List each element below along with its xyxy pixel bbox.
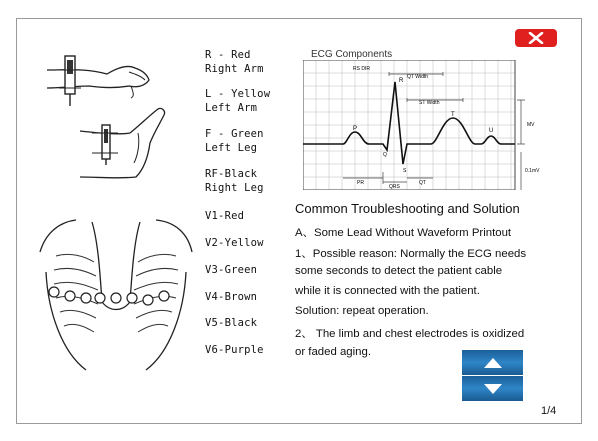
chest-illustration (36, 212, 196, 377)
ecg-label-u: U (489, 128, 494, 134)
arrow-up-icon (483, 357, 503, 369)
ecg-label-t: T (451, 112, 455, 118)
ecg-label-rs-dir: RS DIR (353, 66, 370, 72)
page-indicator: 1/4 (541, 405, 557, 417)
lead-r: R - Red Right Arm (205, 49, 264, 75)
troubleshooting-subheading: A、Some Lead Without Waveform Printout (295, 227, 512, 239)
lead-v4: V4-Brown (205, 291, 258, 303)
leg-illustration (78, 103, 178, 183)
troubleshooting-heading: Common Troubleshooting and Solution (295, 201, 520, 216)
page-down-button[interactable] (462, 376, 523, 401)
ecg-label-01mv: 0.1mV (525, 168, 540, 174)
lead-l: L - Yellow Left Arm (205, 88, 271, 114)
lead-v6: V6-Purple (205, 344, 264, 356)
ecg-label-p: P (353, 126, 358, 132)
ecg-diagram (303, 60, 545, 190)
page-up-button[interactable] (462, 350, 523, 375)
ecg-title: ECG Components (311, 49, 393, 60)
ecg-label-qt: QT Width (407, 74, 429, 80)
troubleshooting-line: Solution: repeat operation. (295, 305, 429, 317)
ecg-label-r: R (399, 78, 404, 84)
page-nav (462, 350, 523, 401)
lead-v2: V2-Yellow (205, 237, 264, 249)
troubleshooting-line: or faded aging. (295, 346, 371, 358)
close-icon (528, 32, 544, 44)
troubleshooting-line: some seconds to detect the patient cable (295, 265, 503, 277)
ecg-label-pr: PR (357, 180, 364, 186)
arrow-down-icon (483, 383, 503, 395)
ecg-label-qrs: QRS (389, 184, 400, 190)
troubleshooting-line: 1、Possible reason: Normally the ECG needs (295, 248, 527, 260)
lead-v5: V5-Black (205, 317, 258, 329)
lead-rf: RF-Black Right Leg (205, 168, 264, 194)
ecg-label-mv: MV (527, 122, 535, 128)
ecg-label-s: S (403, 168, 407, 174)
lead-v3: V3-Green (205, 264, 258, 276)
ecg-label-qt-small: QT (419, 180, 426, 186)
troubleshooting-line: 2、 The limb and chest electrodes is oxidized (295, 328, 525, 340)
right-arm-illustration (45, 48, 155, 108)
ecg-label-q: Q (383, 152, 387, 158)
lead-v1: V1-Red (205, 210, 245, 222)
troubleshooting-line: while it is connected with the patient. (295, 285, 480, 297)
close-button[interactable] (515, 29, 557, 47)
lead-f: F - Green Left Leg (205, 128, 264, 154)
ecg-label-st: ST Width (419, 100, 440, 106)
